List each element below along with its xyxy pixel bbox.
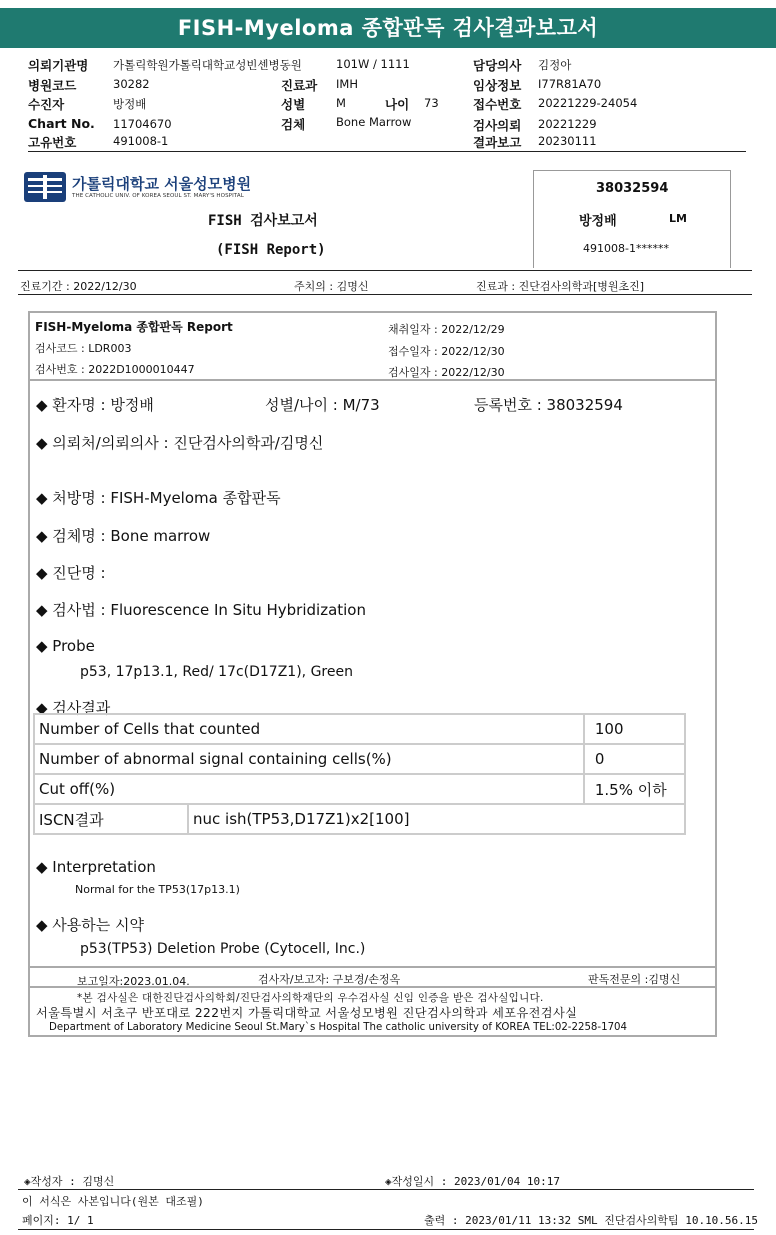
- panel-divider: [30, 986, 715, 988]
- receive-label: 접수일자 : 2022/: [388, 345, 473, 358]
- receive-md: 12/30: [472, 345, 505, 358]
- hospital-name: 가톨릭대학교 서울성모병원: [72, 175, 252, 193]
- page-number: 페이지: 1/ 1: [22, 1214, 94, 1227]
- header-value: I77R81A70: [538, 77, 602, 91]
- header-label: Chart No.: [28, 116, 95, 131]
- header-label: 나이: [385, 97, 410, 112]
- specimen-name: ◆ 검체명 : Bone marrow: [36, 527, 211, 545]
- report-date: 보고일자:2023.01.04.: [77, 975, 190, 988]
- header-value: 방정배: [113, 97, 147, 111]
- lab-address: 서울특별시 서초구 반포대로 222번지 가톨릭대학교 서울성모병원 진단검사의학과 세포유전검사실: [36, 1006, 578, 1020]
- header-value: 20221229-24054: [538, 96, 638, 110]
- header-label: 임상정보: [473, 78, 522, 93]
- header-label: 결과보고: [473, 135, 522, 150]
- test-method: ◆ 검사법 : Fluorescence In Situ Hybridization: [36, 601, 366, 619]
- reagent-text: p53(TP53) Deletion Probe (Cytocell, Inc.): [80, 941, 366, 957]
- iscn-value: nuc ish(TP53,D17Z1)x2[100]: [188, 804, 685, 834]
- patient-reg-no: 등록번호 : 38032594: [474, 396, 623, 414]
- footer-bottom-line: [18, 1229, 754, 1230]
- header-label: 검체: [281, 117, 306, 132]
- test-code: 검사코드 : LDR003: [35, 342, 132, 355]
- probe-text: p53, 17p13.1, Red/ 17c(D17Z1), Green: [80, 664, 353, 680]
- reporter: 검사자/보고자: 구보경/손정옥: [258, 973, 401, 986]
- id-code: 491008-1******: [583, 242, 669, 255]
- test-name: FISH-Myeloma 종합판독 Report: [35, 320, 233, 334]
- receive-date: [388, 343, 505, 359]
- header-value: 김정아: [538, 58, 572, 72]
- collect-label: 채취일자 : 2022/: [388, 323, 473, 336]
- id-ward: LM: [669, 212, 687, 225]
- period-bottom-line: [18, 294, 752, 295]
- table-row: [34, 774, 685, 804]
- hospital-sub: THE CATHOLIC UNIV. OF KOREA SEOUL ST. MARY'S HOSPITAL: [72, 193, 244, 199]
- footer-writer: ◈작성자 : 김명신: [24, 1175, 115, 1188]
- collect-date: [388, 321, 505, 337]
- result-value: 100: [584, 714, 685, 744]
- hospital-logo-icon: [24, 172, 66, 202]
- interpretation-text: Normal for the TP53(17p13.1): [75, 883, 240, 896]
- footer-written-date: ◈작성일시 : 2023/01/04 10:17: [385, 1175, 560, 1188]
- header-divider: [28, 151, 746, 152]
- specialist: 판독전문의 :김명신: [588, 973, 681, 986]
- header-value: 11704670: [113, 117, 172, 131]
- department: 진료과 : 진단검사의학과[병원초진]: [476, 280, 645, 293]
- copy-note: 이 서식은 사본입니다(원본 대조필): [22, 1195, 204, 1208]
- test-number: 검사번호 : 2022D1000010447: [35, 363, 195, 376]
- reagent-heading: ◆ 사용하는 시약: [36, 916, 145, 934]
- header-label: 성별: [281, 97, 306, 112]
- panel-divider: [30, 966, 715, 968]
- exam-md: 12/30: [472, 366, 505, 379]
- attending-doctor: 주치의 : 김명신: [294, 280, 369, 293]
- footer-line: [18, 1189, 754, 1190]
- header-label: 병원코드: [28, 78, 77, 93]
- id-number: 38032594: [596, 181, 669, 196]
- header-value: 30282: [113, 77, 150, 91]
- result-value: 1.5% 이하: [584, 774, 685, 804]
- table-row: [34, 804, 685, 834]
- header-value: 20230111: [538, 134, 597, 148]
- patient-name: ◆ 환자명 : 방정배: [36, 396, 154, 414]
- id-name: 방정배: [579, 214, 617, 229]
- header-label: 검사의뢰: [473, 118, 522, 133]
- report-title: FISH 검사보고서: [208, 213, 318, 229]
- exam-label: 검사일자 : 2022/: [388, 366, 473, 379]
- referral: ◆ 의뢰처/의뢰의사 : 진단검사의학과/김명신: [36, 434, 324, 452]
- header-label: 고유번호: [28, 135, 77, 150]
- result-value: 0: [584, 744, 685, 774]
- panel-divider: [30, 379, 715, 381]
- header-value: 491008-1: [113, 134, 169, 148]
- header-label: 수진자: [28, 97, 65, 112]
- header-value: IMH: [336, 77, 358, 91]
- result-label: Number of abnormal signal containing cells(%): [34, 744, 584, 774]
- header-value: 20221229: [538, 117, 597, 131]
- report-subtitle: (FISH Report): [216, 242, 326, 258]
- header-label: 진료과: [281, 78, 318, 93]
- header-label: 의뢰기관명: [28, 58, 89, 73]
- certification-notice: *본 검사실은 대한진단검사의학회/진단검사의학재단의 우수검사실 신임 인증을 받은 검사실입니다.: [77, 992, 544, 1004]
- result-label: Cut off(%): [34, 774, 584, 804]
- header-label: 접수번호: [473, 97, 522, 112]
- result-heading: ◆ 검사결과: [36, 699, 111, 717]
- results-table: [33, 713, 686, 835]
- interpretation-heading: ◆ Interpretation: [36, 858, 156, 876]
- header-label: 담당의사: [473, 58, 522, 73]
- collect-md: 12/29: [472, 323, 505, 336]
- department-english: Department of Laboratory Medicine Seoul St.Mary`s Hospital The catholic university of KOREA TEL:02-2258-1704: [49, 1022, 628, 1033]
- print-info: 출력 : 2023/01/11 13:32 SML 진단검사의학팀 10.10.56.15: [424, 1214, 759, 1227]
- header-value: 101W / 1111: [336, 57, 410, 71]
- table-row: [34, 714, 685, 744]
- period-top-line: [18, 270, 752, 271]
- header-value: M: [336, 96, 346, 110]
- probe-heading: ◆ Probe: [36, 637, 95, 655]
- table-row: [34, 744, 685, 774]
- header-value: 73: [424, 96, 439, 110]
- iscn-label: ISCN결과: [34, 804, 188, 834]
- order-name: ◆ 처방명 : FISH-Myeloma 종합판독: [36, 489, 281, 507]
- patient-sex-age: 성별/나이 : M/73: [265, 396, 380, 414]
- header-value: 가톨릭학원가톨릭대학교성빈센병동원: [113, 58, 302, 72]
- result-label: Number of Cells that counted: [34, 714, 584, 744]
- document-title: FISH-Myeloma 종합판독 검사결과보고서: [0, 8, 776, 48]
- diagnosis: ◆ 진단명 :: [36, 564, 106, 582]
- exam-date: [388, 364, 505, 380]
- header-value: Bone Marrow: [336, 115, 412, 129]
- period: 진료기간 : 2022/12/30: [20, 280, 137, 293]
